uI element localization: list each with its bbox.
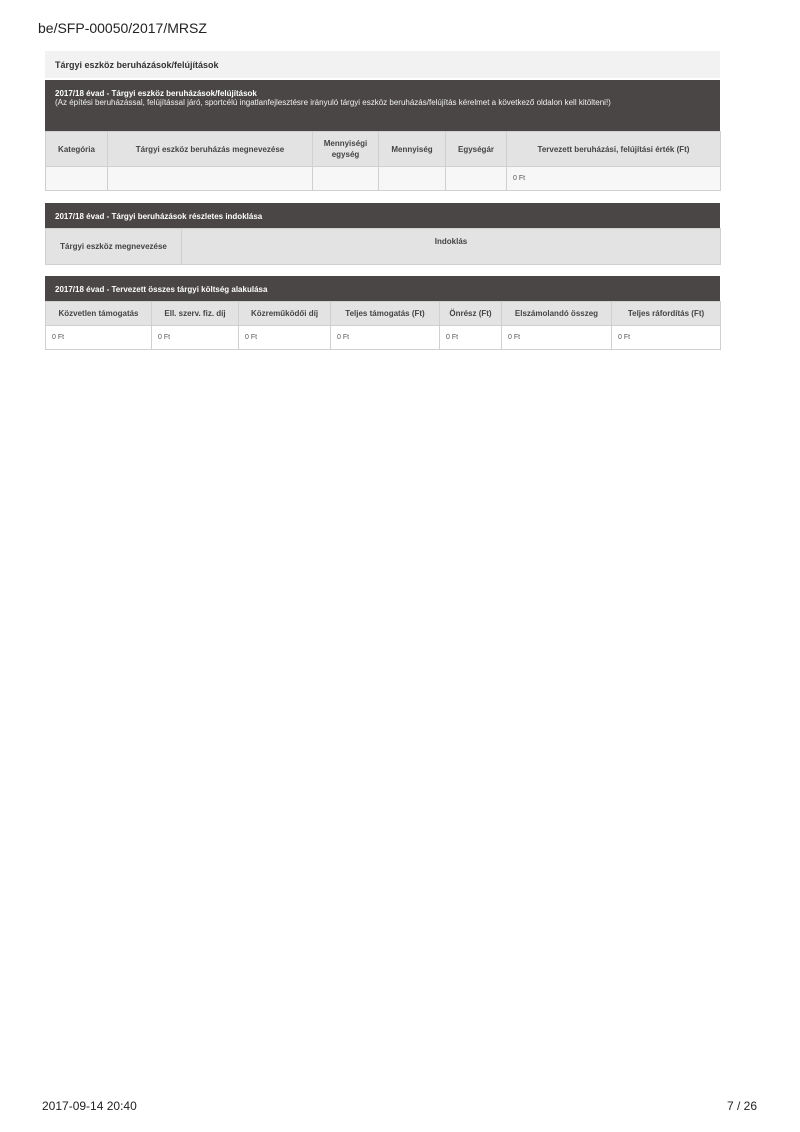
table-cell: 0 Ft xyxy=(612,326,721,350)
investments-block xyxy=(45,80,720,191)
column-header: Tervezett beruházási, felújítási érték (Ft) xyxy=(507,132,721,167)
column-header: Tárgyi eszköz megnevezése xyxy=(46,229,182,265)
column-header: Egységár xyxy=(446,132,507,167)
justification-table xyxy=(45,228,721,265)
column-header: Teljes ráfordítás (Ft) xyxy=(612,302,721,326)
column-header: Ell. szerv. fiz. díj xyxy=(152,302,239,326)
table-cell xyxy=(379,167,446,191)
table-row xyxy=(46,326,721,350)
justification-block xyxy=(45,203,720,265)
table-cell: 0 Ft xyxy=(331,326,440,350)
total-cost-block xyxy=(45,276,720,350)
justification-title-bar xyxy=(45,203,720,228)
table-cell xyxy=(108,167,313,191)
column-header: Indoklás xyxy=(182,229,721,265)
table-cell: 0 Ft xyxy=(46,326,152,350)
column-header: Önrész (Ft) xyxy=(440,302,502,326)
column-header: Tárgyi eszköz beruházás megnevezése xyxy=(108,132,313,167)
table-cell: 0 Ft xyxy=(239,326,331,350)
table-cell xyxy=(446,167,507,191)
investments-title-bar xyxy=(45,80,720,131)
footer-timestamp: 2017-09-14 20:40 xyxy=(42,1099,137,1113)
table-cell: 0 Ft xyxy=(152,326,239,350)
table-header-row xyxy=(46,302,721,326)
table-header-row xyxy=(46,229,721,265)
table-cell xyxy=(313,167,379,191)
table-cell: 0 Ft xyxy=(507,167,721,191)
total-cost-title-bar xyxy=(45,276,720,301)
justification-title: 2017/18 évad - Tárgyi beruházások részletes indoklása xyxy=(55,212,263,221)
column-header: Mennyiség xyxy=(379,132,446,167)
table-row xyxy=(46,167,721,191)
column-header: Mennyiségi egység xyxy=(313,132,379,167)
table-cell xyxy=(46,167,108,191)
document-id: be/SFP-00050/2017/MRSZ xyxy=(38,20,207,36)
column-header: Közvetlen támogatás xyxy=(46,302,152,326)
investments-title: 2017/18 évad - Tárgyi eszköz beruházások/felújítások xyxy=(55,89,257,98)
total-cost-table xyxy=(45,301,721,350)
column-header: Kategória xyxy=(46,132,108,167)
total-cost-title: 2017/18 évad - Tervezett összes tárgyi költség alakulása xyxy=(55,285,268,294)
investments-table xyxy=(45,131,721,191)
table-cell: 0 Ft xyxy=(440,326,502,350)
page-number: 7 / 26 xyxy=(726,1099,757,1113)
investments-note: (Az építési beruházással, felújítással járó, sportcélú ingatlanfejlesztésre irányuló tárgyi eszköz beruházás/felújítás kérelmet a következő oldalon kell kitölteni!) xyxy=(55,98,611,107)
column-header: Teljes támogatás (Ft) xyxy=(331,302,440,326)
table-cell: 0 Ft xyxy=(502,326,612,350)
column-header: Közreműködői díj xyxy=(239,302,331,326)
table-header-row xyxy=(46,132,721,167)
section-header: Tárgyi eszköz beruházások/felújítások xyxy=(45,51,720,78)
column-header: Elszámolandó összeg xyxy=(502,302,612,326)
